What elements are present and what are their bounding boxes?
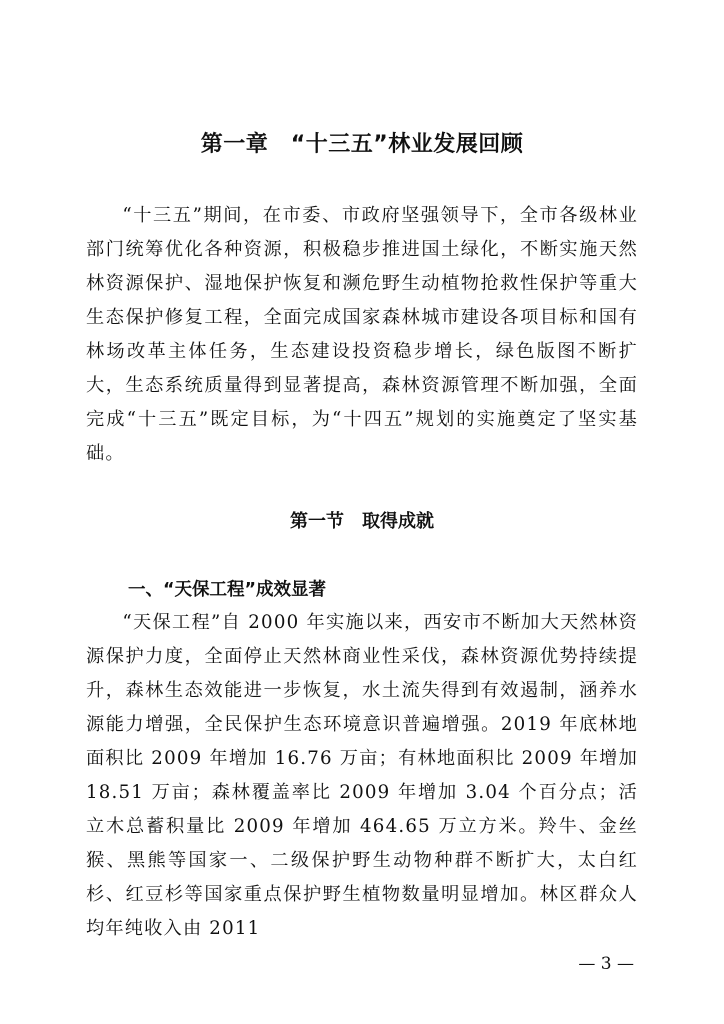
section-title: 第一节 取得成就 <box>290 511 434 532</box>
body-paragraph: “天保工程”自 2000 年实施以来，西安市不断加大天然林资源保护力度，全面停止天然林商业性采伐，森林资源优势持续提升，森林生态效能进一步恢复，水土流失得到有效遏制，涵养水源能力增强，全民保护生态环境意识普遍增强。2019 年底林地面积比 2009 年增加 16.76 万亩；有林地面积比 2009 年增加 18.51 万亩；森林覆盖率比 2009 年增加 3.04 个百分点；活立木总蓄积量比 2009 年增加 464.65 万立方米。羚牛、金丝猴、黑熊等国家一、二级保护野生动物种群不断扩大，太白红杉、红豆杉等国家重点保护野生植物数量明显增加。林区群众人均年纯收入由 2011 <box>86 612 638 939</box>
subsection-title: 一、“天保工程”成效显著 <box>128 580 327 600</box>
page-number: — 3 — <box>578 954 634 974</box>
intro-paragraph: “十三五”期间，在市委、市政府坚强领导下，全市各级林业部门统筹优化各种资源，积极稳步推进国土绿化，不断实施天然林资源保护、湿地保护恢复和濒危野生动植物抢救性保护等重大生态保护修复工程，全面完成国家森林城市建设各项目标和国有林场改革主体任务，生态建设投资稳步增长，绿色版图不断扩大，生态系统质量得到显著提高，森林资源管理不断加强，全面完成“十三五”既定目标，为“十四五”规划的实施奠定了坚实基础。 <box>86 205 638 464</box>
chapter-title: 第一章 “十三五”林业发展回顾 <box>200 132 524 157</box>
